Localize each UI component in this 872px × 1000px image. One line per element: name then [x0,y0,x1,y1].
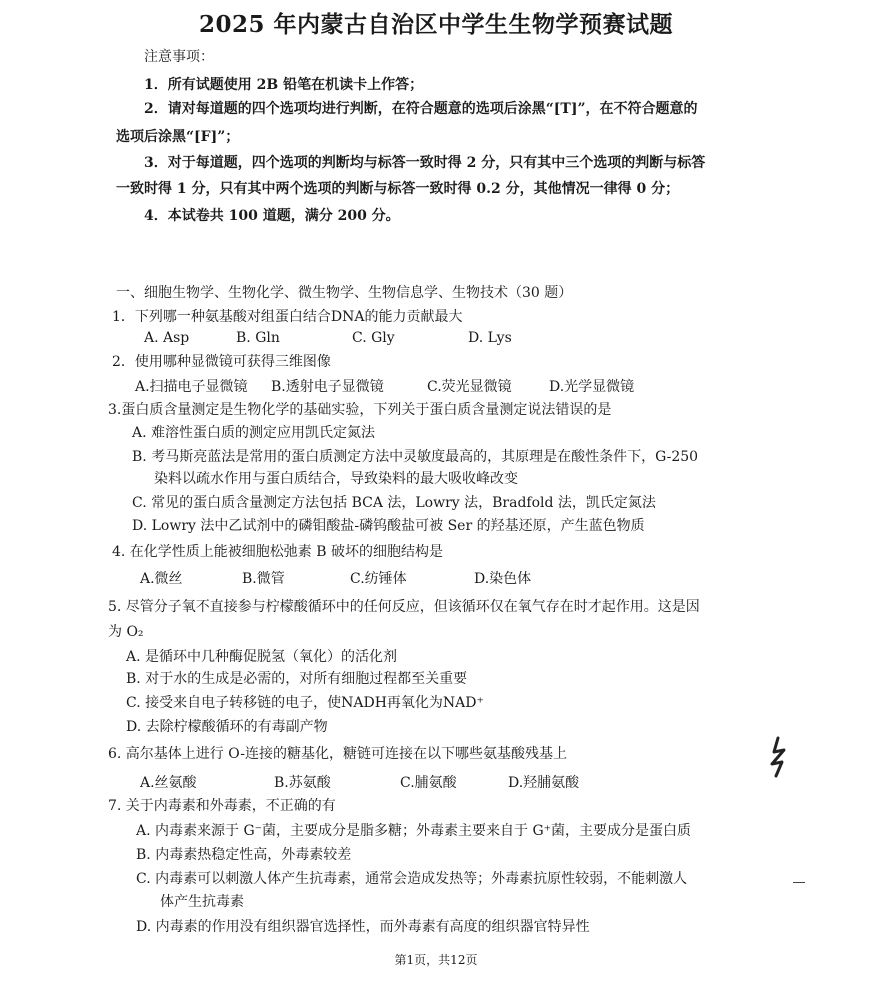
option-a: A.丝氨酸 [140,775,197,791]
question-3-stem: 3.蛋白质含量测定是生物化学的基础实验，下列关于蛋白质含量测定说法错误的是 [108,402,612,418]
option-b: B.透射电子显微镜 [271,379,384,395]
option-d: D. Lys [468,330,512,346]
pen-mark-icon [766,736,792,778]
question-7-stem: 7. 关于内毒素和外毒素，不正确的有 [108,798,336,814]
question-3-option-a: A. 难溶性蛋白质的测定应用凯氏定氮法 [132,425,376,441]
question-7-option-d: D. 内毒素的作用没有组织器官选择性，而外毒素有高度的组织器官特异性 [136,919,590,935]
notice-item-2-cont: 选项后涂黑“[F]”； [116,129,240,145]
question-3-option-d: D. Lowry 法中乙试剂中的磷钼酸盐-磷钨酸盐可被 Ser 的羟基还原，产生蓝色物质 [132,518,645,534]
notice-heading: 注意事项： [144,49,214,65]
question-1-options [144,329,704,347]
option-c: C. Gly [352,330,395,346]
page-footer: 第1页，共12页 [394,953,478,967]
section-heading: 一、细胞生物学、生物化学、微生物学、生物信息学、生物技术（30 题） [116,285,573,301]
option-b: B.苏氨酸 [274,775,331,791]
question-7-option-c: C. 内毒素可以刺激人体产生抗毒素，通常会造成发热等；外毒素抗原性较弱，不能刺激人 [136,871,688,887]
question-7-option-b: B. 内毒素热稳定性高，外毒素较差 [136,847,352,863]
notice-item-2: 2．请对每道题的四个选项均进行判断，在符合题意的选项后涂黑“[T]”，在不符合题意的 [144,101,698,117]
question-5-stem: 5. 尽管分子氧不直接参与柠檬酸循环中的任何反应，但该循环仅在氧气存在时才起作用。这是因 [108,599,700,615]
option-d: D.羟脯氨酸 [508,775,580,791]
option-d: D.染色体 [474,571,532,587]
question-3-option-b-cont: 染料以疏水作用与蛋白质结合，导致染料的最大吸收峰改变 [154,471,518,487]
question-3-option-c: C. 常见的蛋白质含量测定方法包括 BCA 法，Lowry 法，Bradfold 法，凯氏定氮法 [132,495,656,511]
question-5-stem-cont: 为 O₂ [108,624,144,640]
question-4-options [140,570,740,588]
margin-dash [793,882,805,883]
question-5-option-a: A. 是循环中几种酶促脱氢（氧化）的活化剂 [126,649,398,665]
notice-item-4: 4．本试卷共 100 道题，满分 200 分。 [144,208,400,224]
notice-item-3-cont: 一致时得 1 分，只有其中两个选项的判断与标答一致时得 0.2 分，其他情况一律得 0 分； [116,181,680,197]
option-c: C.脯氨酸 [400,775,457,791]
question-3-option-b: B. 考马斯亮蓝法是常用的蛋白质测定方法中灵敏度最高的，其原理是在酸性条件下，G-250 [132,449,699,465]
question-2-stem: 2．使用哪种显微镜可获得三维图像 [112,354,331,370]
option-c: C.荧光显微镜 [427,379,512,395]
notice-item-1: 1．所有试题使用 2B 铅笔在机读卡上作答； [144,77,424,93]
question-4-stem: 4. 在化学性质上能被细胞松弛素 B 破坏的细胞结构是 [112,544,443,560]
question-5-option-c: C. 接受来自电子转移链的电子，使NADH再氧化为NAD⁺ [126,695,484,711]
question-5-option-b: B. 对于水的生成是必需的，对所有细胞过程都至关重要 [126,671,468,687]
question-6-options [140,774,740,792]
notice-item-3: 3．对于每道题，四个选项的判断均与标答一致时得 2 分，只有其中三个选项的判断与标答 [144,155,706,171]
option-d: D.光学显微镜 [549,379,635,395]
option-a: A.扫描电子显微镜 [135,379,248,395]
question-1-stem: 1．下列哪一种氨基酸对组蛋白结合DNA的能力贡献最大 [112,309,463,325]
option-a: A. Asp [144,330,190,346]
option-b: B.微管 [242,571,285,587]
question-7-option-a: A. 内毒素来源于 G⁻菌，主要成分是脂多糖；外毒素主要来自于 G⁺菌，主要成分是蛋白质 [136,823,692,839]
option-c: C.纺锤体 [350,571,407,587]
question-2-options [135,378,735,396]
question-5-option-d: D. 去除柠檬酸循环的有毒副产物 [126,719,328,735]
page-title: 2025 年内蒙古自治区中学生生物学预赛试题 [198,11,674,38]
option-a: A.微丝 [140,571,183,587]
question-6-stem: 6. 高尔基体上进行 O-连接的糖基化，糖链可连接在以下哪些氨基酸残基上 [108,746,567,762]
question-7-option-c-cont: 体产生抗毒素 [160,894,244,910]
option-b: B. Gln [236,330,280,346]
